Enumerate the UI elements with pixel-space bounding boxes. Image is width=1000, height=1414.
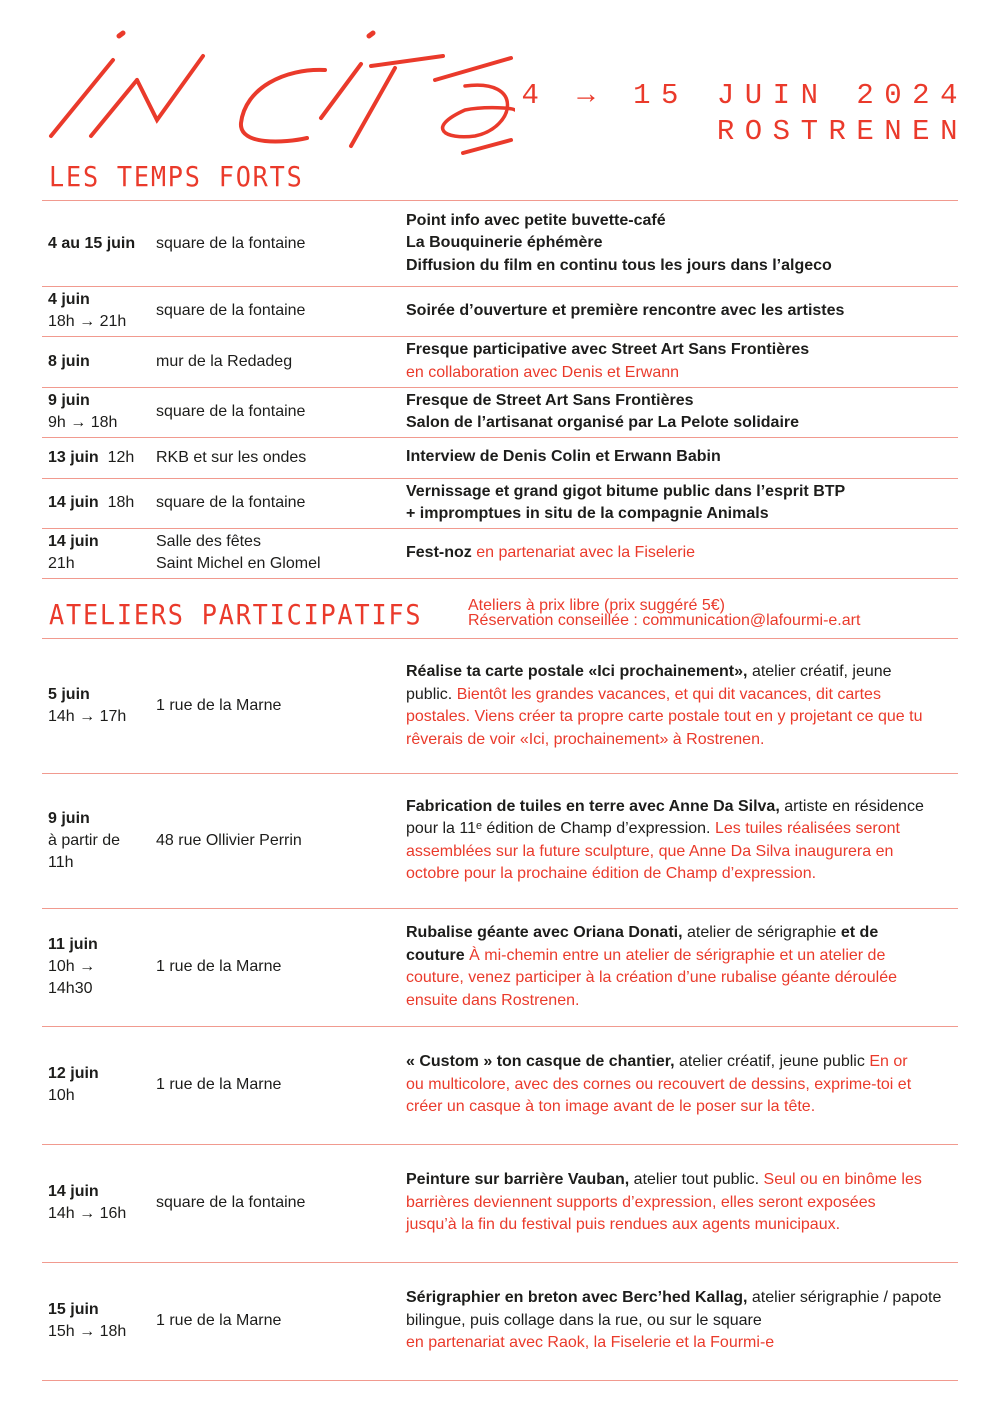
workshop-details: Les tuiles réalisées seront assemblées sur la future sculpture, que Anne Da Silva inaugurera en octobre pour la prochaine édition de Champ d’expression. bbox=[406, 820, 900, 882]
event-place: Saint Michel en Glomel bbox=[156, 555, 321, 572]
logo-letter-e-accent bbox=[435, 58, 515, 153]
event-time: 18h → 21h bbox=[48, 313, 127, 330]
event-desc-line bbox=[406, 255, 832, 278]
event-place-cell bbox=[156, 286, 305, 336]
date-wrap bbox=[48, 773, 120, 908]
event-partner-note: en collaboration avec Denis et Erwann bbox=[406, 363, 680, 381]
date-wrap bbox=[48, 286, 126, 336]
event-date: 14 juin bbox=[48, 533, 99, 550]
workshop-desc-cell bbox=[406, 908, 956, 1026]
event-date: 13 juin bbox=[48, 448, 99, 466]
workshop-type: atelier créatif, jeune public bbox=[678, 1053, 865, 1071]
workshop-place: 1 rue de la Marne bbox=[156, 958, 282, 975]
workshop-row bbox=[42, 773, 958, 908]
workshop-row bbox=[42, 1144, 958, 1262]
workshop-price-note: Ateliers à prix libre (prix suggéré 5€) bbox=[468, 597, 725, 614]
place-wrap bbox=[156, 1262, 281, 1380]
place-wrap bbox=[156, 387, 305, 437]
workshop-place: 1 rue de la Marne bbox=[156, 697, 282, 714]
event-desc-line bbox=[406, 232, 832, 255]
workshop-place-cell bbox=[156, 1026, 281, 1144]
event-desc-line bbox=[406, 481, 845, 504]
date-wrap bbox=[48, 387, 117, 437]
event-desc-cell bbox=[406, 437, 956, 478]
desc-wrap bbox=[406, 478, 956, 528]
desc-wrap bbox=[406, 1262, 956, 1380]
workshop-time: 10h → bbox=[48, 958, 96, 975]
event-desc-line bbox=[406, 503, 845, 526]
event-place: square de la fontaine bbox=[156, 494, 306, 511]
workshop-time: 14h → 17h bbox=[48, 708, 127, 725]
event-place-cell bbox=[156, 387, 305, 437]
event-desc-cell bbox=[406, 478, 956, 528]
workshop-date: 15 juin bbox=[48, 1301, 99, 1318]
workshop-place-cell bbox=[156, 773, 302, 908]
date-wrap bbox=[48, 1026, 99, 1144]
desc-wrap bbox=[406, 387, 956, 437]
workshop-type: atelier sérigraphie / papote bilingue, puis collage dans la rue, ou sur le square bbox=[406, 1289, 942, 1329]
event-title: Fest-noz bbox=[406, 543, 472, 561]
place-wrap bbox=[156, 286, 305, 336]
workshop-date-cell bbox=[48, 908, 98, 1026]
desc-wrap bbox=[406, 437, 956, 478]
workshop-time: 10h bbox=[48, 1087, 75, 1104]
desc-wrap bbox=[406, 1026, 956, 1144]
event-time: 12h bbox=[107, 448, 135, 466]
event-place: mur de la Redadeg bbox=[156, 352, 293, 370]
workshop-type: artiste en résidence pour la 11ᵉ édition de Champ d’expression. bbox=[406, 797, 924, 837]
event-date-cell bbox=[48, 437, 134, 478]
event-date-cell bbox=[48, 201, 135, 286]
workshop-title: « Custom » ton casque de chantier, bbox=[406, 1053, 675, 1071]
event-place: square de la fontaine bbox=[156, 403, 306, 420]
event-date: 14 juin bbox=[48, 494, 99, 511]
workshop-date-cell bbox=[48, 1144, 126, 1262]
workshop-details: En or ou multicolore, avec des cornes ou recouvert de dessins, exprime-toi et créer un casque à ton image avant de le poser sur la tête. bbox=[406, 1053, 912, 1116]
desc-inner bbox=[406, 390, 799, 435]
place-wrap bbox=[156, 639, 281, 773]
date-inner bbox=[48, 492, 134, 514]
event-title: Soirée d’ouverture et première rencontre avec les artistes bbox=[406, 301, 845, 319]
place-inner bbox=[156, 492, 305, 514]
workshop-desc-cell bbox=[406, 1144, 956, 1262]
desc-wrap bbox=[406, 336, 956, 387]
event-time: 18h bbox=[107, 494, 135, 511]
event-row bbox=[42, 336, 958, 387]
event-row bbox=[42, 286, 958, 336]
event-desc-line bbox=[406, 412, 799, 435]
date-inner bbox=[48, 808, 120, 874]
workshop-date: 9 juin bbox=[48, 809, 90, 827]
date-wrap bbox=[48, 908, 98, 1026]
desc-wrap bbox=[406, 1144, 956, 1262]
workshop-description bbox=[406, 661, 926, 751]
place-wrap bbox=[156, 908, 281, 1026]
workshop-desc-cell bbox=[406, 1026, 956, 1144]
desc-wrap bbox=[406, 908, 956, 1026]
event-place-cell bbox=[156, 437, 306, 478]
date-wrap bbox=[48, 639, 126, 773]
event-title: + impromptues in situ de la compagnie Animals bbox=[406, 505, 769, 522]
event-date-cell bbox=[48, 528, 99, 578]
event-date: 4 au 15 juin bbox=[48, 234, 136, 252]
workshop-row bbox=[42, 908, 958, 1026]
workshop-desc-cell bbox=[406, 639, 956, 773]
section-title-temps-forts: LES TEMPS FORTS bbox=[49, 160, 304, 193]
event-place: RKB et sur les ondes bbox=[156, 448, 307, 466]
workshop-place-cell bbox=[156, 639, 281, 773]
event-title: Diffusion du film en continu tous les jours dans l’algeco bbox=[406, 256, 832, 274]
workshop-date-cell bbox=[48, 1262, 126, 1380]
event-desc-line bbox=[406, 542, 695, 565]
workshop-description bbox=[406, 1287, 954, 1355]
event-place: square de la fontaine bbox=[156, 302, 306, 319]
place-wrap bbox=[156, 773, 302, 908]
place-inner bbox=[156, 447, 306, 469]
workshop-details: Seul ou en binôme les barrières deviennent supports d’expression, elles seront exposées jusqu’à la fin du festival puis rendues aux agents municipaux. bbox=[406, 1171, 922, 1234]
desc-inner bbox=[406, 210, 832, 278]
desc-inner bbox=[406, 446, 721, 469]
event-title: La Bouquinerie éphémère bbox=[406, 234, 603, 252]
workshop-row bbox=[42, 1262, 958, 1380]
event-title: Point info avec petite buvette-café bbox=[406, 211, 666, 229]
event-title: Fresque de Street Art Sans Frontières bbox=[406, 391, 694, 409]
date-inner bbox=[48, 1063, 99, 1107]
workshop-place-cell bbox=[156, 1144, 305, 1262]
event-place-cell bbox=[156, 336, 292, 387]
place-wrap bbox=[156, 437, 306, 478]
event-desc-line bbox=[406, 300, 844, 323]
place-wrap bbox=[156, 336, 292, 387]
event-time: 21h bbox=[48, 555, 75, 572]
date-wrap bbox=[48, 437, 134, 478]
workshop-date: 12 juin bbox=[48, 1065, 99, 1082]
workshop-title-cont: et de couture bbox=[406, 924, 879, 964]
event-desc-line bbox=[406, 446, 721, 469]
event-row bbox=[42, 201, 958, 286]
event-desc-cell bbox=[406, 528, 956, 578]
place-inner bbox=[156, 351, 292, 373]
workshop-type: atelier tout public. bbox=[633, 1171, 760, 1189]
place-inner bbox=[156, 531, 321, 575]
event-dates: 4 → 15 JUIN 2024 bbox=[521, 79, 968, 112]
workshop-time: 11h bbox=[48, 853, 74, 871]
date-wrap bbox=[48, 1262, 126, 1380]
desc-inner bbox=[406, 481, 845, 526]
event-partner-note: en partenariat avec la Fiselerie bbox=[476, 543, 696, 561]
workshop-date-cell bbox=[48, 639, 126, 773]
place-inner bbox=[156, 401, 305, 423]
workshop-place-cell bbox=[156, 908, 281, 1026]
logo-letter-i2 bbox=[321, 33, 373, 118]
date-wrap bbox=[48, 336, 90, 387]
workshop-date-cell bbox=[48, 1026, 99, 1144]
workshop-description bbox=[406, 1169, 926, 1237]
event-place: Salle des fêtes bbox=[156, 533, 261, 550]
place-inner bbox=[156, 300, 305, 322]
workshop-date-cell bbox=[48, 773, 120, 908]
divider bbox=[42, 1380, 958, 1381]
date-inner bbox=[48, 233, 135, 255]
date-inner bbox=[48, 531, 99, 575]
event-title: Fresque participative avec Street Art Sans Frontières bbox=[406, 341, 810, 358]
event-desc-line bbox=[406, 339, 809, 362]
event-date: 9 juin bbox=[48, 392, 90, 409]
event-desc-line bbox=[406, 390, 799, 413]
workshop-time: à partir de bbox=[48, 831, 121, 849]
event-title: Salon de l’artisanat organisé par La Pelote solidaire bbox=[406, 414, 800, 431]
workshop-place: 1 rue de la Marne bbox=[156, 1312, 282, 1329]
workshop-title: Peinture sur barrière Vauban, bbox=[406, 1171, 630, 1189]
event-desc-cell bbox=[406, 336, 956, 387]
workshop-time: 14h30 bbox=[48, 980, 93, 997]
place-wrap bbox=[156, 478, 305, 528]
desc-wrap bbox=[406, 639, 956, 773]
place-wrap bbox=[156, 1026, 281, 1144]
desc-wrap bbox=[406, 286, 956, 336]
desc-inner bbox=[406, 300, 844, 323]
workshop-row bbox=[42, 639, 958, 773]
workshop-place-cell bbox=[156, 1262, 281, 1380]
workshop-date: 14 juin bbox=[48, 1183, 99, 1200]
event-place-cell bbox=[156, 528, 321, 578]
section-title-ateliers: ATELIERS PARTICIPATIFS bbox=[49, 598, 423, 631]
desc-inner bbox=[406, 339, 809, 384]
desc-wrap bbox=[406, 773, 956, 908]
date-inner bbox=[48, 1299, 126, 1343]
event-row bbox=[42, 528, 958, 578]
date-inner bbox=[48, 289, 126, 333]
workshop-date: 5 juin bbox=[48, 686, 90, 703]
place-inner bbox=[156, 233, 305, 255]
workshop-details: Bientôt les grandes vacances, et qui dit vacances, dit cartes postales. Viens créer ta propre carte postale tout en y projetant ce que tu rêverais de voir «Ici, prochainement» à Rostrenen. bbox=[406, 685, 923, 748]
date-inner bbox=[48, 390, 117, 434]
date-inner bbox=[48, 1181, 126, 1225]
date-wrap bbox=[48, 478, 134, 528]
workshop-details: À mi-chemin entre un atelier de sérigraphie et un atelier de couture, venez participer à la création d’une rubalise géante déroulée ensuite dans Rostrenen. bbox=[406, 946, 897, 1009]
workshop-desc-cell bbox=[406, 1262, 956, 1380]
event-place-cell bbox=[156, 201, 305, 286]
event-title: Interview de Denis Colin et Erwann Babin bbox=[406, 448, 721, 466]
event-desc-cell bbox=[406, 201, 956, 286]
date-wrap bbox=[48, 201, 135, 286]
event-date: 4 juin bbox=[48, 291, 90, 308]
workshop-note bbox=[468, 598, 860, 628]
event-place-cell bbox=[156, 478, 305, 528]
event-place: square de la fontaine bbox=[156, 234, 306, 252]
event-info bbox=[521, 78, 968, 150]
logo-letter-c bbox=[241, 70, 325, 142]
workshop-time: 15h → 18h bbox=[48, 1323, 127, 1340]
workshop-place: 48 rue Ollivier Perrin bbox=[156, 831, 302, 849]
desc-inner bbox=[406, 542, 695, 565]
workshop-date: 11 juin bbox=[48, 936, 98, 953]
workshop-description bbox=[406, 1051, 926, 1119]
workshop-time: 14h → 16h bbox=[48, 1205, 127, 1222]
date-inner bbox=[48, 684, 126, 728]
date-wrap bbox=[48, 528, 99, 578]
event-title: Vernissage et grand gigot bitume public dans l’esprit BTP bbox=[406, 482, 846, 500]
workshop-details: en partenariat avec Raok, la Fiselerie et la Fourmi-e bbox=[406, 1334, 775, 1352]
event-desc-cell bbox=[406, 387, 956, 437]
event-location: ROSTRENEN bbox=[716, 115, 968, 148]
event-row bbox=[42, 387, 958, 437]
event-time: 9h → 18h bbox=[48, 414, 118, 431]
in-cite-logo bbox=[45, 28, 515, 158]
workshop-type: atelier de sérigraphie bbox=[687, 924, 837, 941]
workshop-place: square de la fontaine bbox=[156, 1194, 306, 1211]
workshop-desc-cell bbox=[406, 773, 956, 908]
workshop-booking-note: Réservation conseillée : communication@lafourmi-e.art bbox=[468, 612, 861, 629]
event-date-cell bbox=[48, 478, 134, 528]
date-inner bbox=[48, 934, 98, 1000]
event-date-cell bbox=[48, 286, 126, 336]
date-inner bbox=[48, 447, 134, 469]
workshop-title: Réalise ta carte postale «Ici prochainement», bbox=[406, 663, 748, 680]
event-date-cell bbox=[48, 336, 90, 387]
event-desc-line bbox=[406, 210, 832, 233]
event-desc-cell bbox=[406, 286, 956, 336]
workshop-title: Sérigraphier en breton avec Berc’hed Kallag, bbox=[406, 1289, 748, 1307]
place-wrap bbox=[156, 1144, 305, 1262]
event-date-cell bbox=[48, 387, 117, 437]
place-wrap bbox=[156, 201, 305, 286]
workshop-row bbox=[42, 1026, 958, 1144]
workshop-title: Fabrication de tuiles en terre avec Anne Da Silva, bbox=[406, 797, 780, 815]
logo-letter-i bbox=[51, 33, 123, 136]
event-date: 8 juin bbox=[48, 352, 90, 370]
place-wrap bbox=[156, 528, 321, 578]
desc-wrap bbox=[406, 201, 956, 286]
workshop-place: 1 rue de la Marne bbox=[156, 1076, 282, 1093]
workshop-description bbox=[406, 922, 926, 1012]
event-row bbox=[42, 437, 958, 478]
desc-wrap bbox=[406, 528, 956, 578]
event-row bbox=[42, 478, 958, 528]
date-wrap bbox=[48, 1144, 126, 1262]
event-desc-line bbox=[406, 362, 809, 385]
workshop-title: Rubalise géante avec Oriana Donati, bbox=[406, 924, 683, 941]
logo-letter-t bbox=[351, 56, 443, 146]
divider bbox=[42, 578, 958, 579]
date-inner bbox=[48, 351, 90, 373]
workshop-description bbox=[406, 796, 926, 886]
workshop-type: atelier créatif, jeune public. bbox=[406, 663, 892, 703]
